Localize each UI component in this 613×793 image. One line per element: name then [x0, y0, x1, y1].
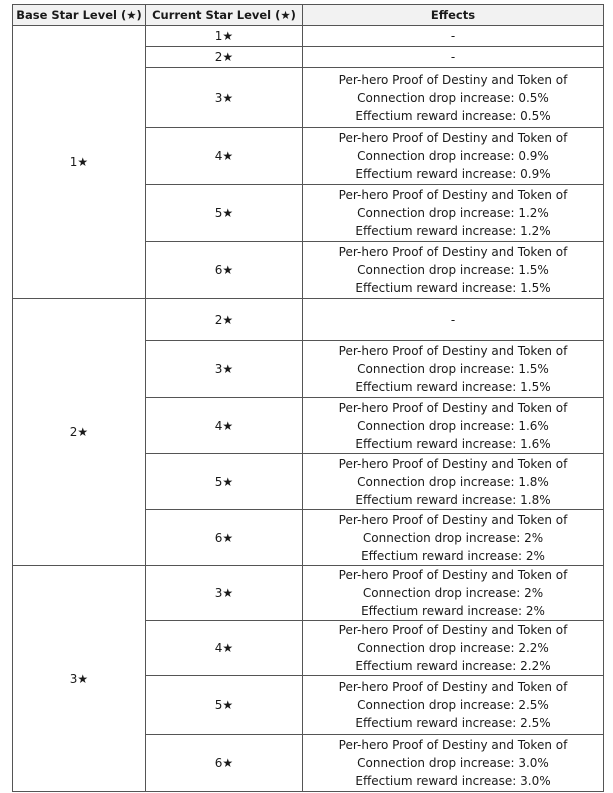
effect-line: Effectium reward increase: 3.0%	[355, 774, 551, 788]
effect-line: Effectium reward increase: 2%	[361, 548, 545, 563]
effect-line: Per-hero Proof of Destiny and Token of	[338, 400, 568, 415]
effect-line: Effectium reward increase: 1.8%	[355, 492, 551, 507]
effect-line: Effectium reward increase: 0.5%	[355, 108, 551, 123]
effect-line: Per-hero Proof of Destiny and Token of	[338, 512, 568, 527]
effect-line: Per-hero Proof of Destiny and Token of	[338, 456, 568, 471]
current-star-level-cell: 6★	[146, 735, 303, 792]
effect-line: Per-hero Proof of Destiny and Token of	[338, 568, 568, 582]
effect-line: Per-hero Proof of Destiny and Token of	[338, 72, 568, 87]
effect-line: Per-hero Proof of Destiny and Token of	[338, 623, 568, 637]
header-current-star-level: Current Star Level (★)	[146, 5, 303, 26]
effect-cell	[303, 676, 604, 735]
effect-line: -	[450, 29, 456, 43]
base-star-level-cell: 2★	[13, 299, 146, 566]
current-star-level-cell: 4★	[146, 128, 303, 185]
effect-line: Connection drop increase: 1.5%	[357, 263, 549, 277]
effect-cell	[303, 26, 604, 47]
effect-cell	[303, 735, 604, 792]
effect-line: Connection drop increase: 3.0%	[357, 756, 549, 770]
effect-line: Connection drop increase: 2%	[362, 530, 544, 545]
current-star-level-cell: 6★	[146, 242, 303, 299]
current-star-level-cell: 5★	[146, 676, 303, 735]
table-row	[13, 566, 604, 621]
effect-cell	[303, 454, 604, 510]
effect-cell	[303, 242, 604, 299]
table-row	[13, 26, 604, 47]
header-base-star-level: Base Star Level (★)	[13, 5, 146, 26]
effect-cell	[303, 68, 604, 128]
effect-cell	[303, 47, 604, 68]
header-row	[13, 5, 604, 26]
current-star-level-cell: 1★	[146, 26, 303, 47]
current-star-level-cell: 4★	[146, 621, 303, 676]
effect-cell	[303, 566, 604, 621]
current-star-level-cell: 2★	[146, 299, 303, 341]
effect-line: Connection drop increase: 0.5%	[357, 90, 549, 105]
effect-line: Effectium reward increase: 0.9%	[355, 167, 551, 181]
current-star-level-cell: 5★	[146, 454, 303, 510]
effect-line: Connection drop increase: 2.5%	[357, 698, 549, 712]
effect-line: Effectium reward increase: 2.2%	[355, 659, 551, 673]
effect-line: Connection drop increase: 2%	[362, 586, 544, 600]
base-star-level-cell: 3★	[13, 566, 146, 792]
base-star-level-cell: 1★	[13, 26, 146, 299]
effect-line: Connection drop increase: 0.9%	[357, 149, 549, 163]
effect-line: Effectium reward increase: 2%	[361, 604, 545, 618]
current-star-level-cell: 3★	[146, 341, 303, 398]
effect-line: Effectium reward increase: 1.5%	[355, 281, 551, 295]
effect-line: -	[450, 312, 456, 327]
current-star-level-cell: 3★	[146, 566, 303, 621]
star-level-effects-table	[12, 4, 604, 792]
table-body	[13, 26, 604, 792]
current-star-level-cell: 4★	[146, 398, 303, 454]
effect-cell	[303, 621, 604, 676]
effect-line: Per-hero Proof of Destiny and Token of	[338, 680, 568, 694]
effect-line: Connection drop increase: 1.5%	[357, 362, 549, 376]
effect-cell	[303, 185, 604, 242]
effect-line: Connection drop increase: 1.8%	[357, 474, 549, 489]
effect-cell	[303, 510, 604, 566]
effect-line: Per-hero Proof of Destiny and Token of	[338, 131, 568, 145]
effect-cell	[303, 398, 604, 454]
effect-cell	[303, 128, 604, 185]
effect-line: Per-hero Proof of Destiny and Token of	[338, 738, 568, 752]
effect-cell	[303, 299, 604, 341]
table-row	[13, 299, 604, 341]
effect-line: Per-hero Proof of Destiny and Token of	[338, 245, 568, 259]
effect-line: Connection drop increase: 2.2%	[357, 641, 549, 655]
effect-line: Per-hero Proof of Destiny and Token of	[338, 188, 568, 202]
effect-line: Connection drop increase: 1.6%	[357, 418, 549, 433]
header-effects: Effects	[303, 5, 604, 26]
effect-line: Connection drop increase: 1.2%	[357, 206, 549, 220]
effect-line: Per-hero Proof of Destiny and Token of	[338, 344, 568, 358]
current-star-level-cell: 2★	[146, 47, 303, 68]
current-star-level-cell: 3★	[146, 68, 303, 128]
current-star-level-cell: 6★	[146, 510, 303, 566]
current-star-level-cell: 5★	[146, 185, 303, 242]
effect-cell	[303, 341, 604, 398]
effect-line: Effectium reward increase: 1.6%	[355, 436, 551, 451]
effect-line: Effectium reward increase: 1.2%	[355, 224, 551, 238]
effect-line: Effectium reward increase: 1.5%	[355, 380, 551, 394]
effect-line: Effectium reward increase: 2.5%	[355, 716, 551, 730]
effect-line: -	[450, 50, 456, 64]
